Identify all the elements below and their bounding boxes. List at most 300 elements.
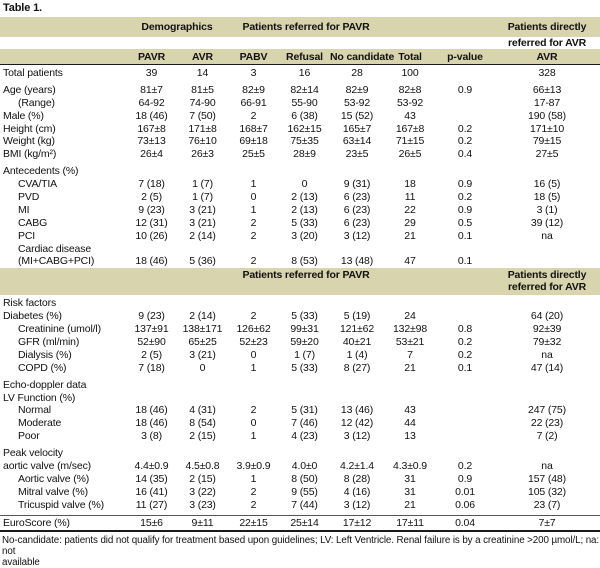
data-cell: 75±35 bbox=[290, 135, 319, 148]
header-group-direct-line2: referred for AVR bbox=[507, 37, 587, 49]
table-row bbox=[0, 336, 600, 349]
data-cell bbox=[384, 297, 436, 310]
row-label: Aortic valve (%) bbox=[18, 472, 90, 485]
data-cell: 22±15 bbox=[239, 516, 268, 529]
data-cell: 79±15 bbox=[532, 135, 562, 148]
data-cell: 73±13 bbox=[137, 135, 166, 148]
data-cell: 21 bbox=[404, 361, 416, 374]
footnote-line1: No-candidate: patients did not qualify for treatment based upon guidelines; LV: Left Ventricle. Renal failure is by a creatinine >200 µmol/L; na: not bbox=[2, 534, 600, 557]
data-cell: 1 (7) bbox=[294, 348, 315, 361]
data-cell: 3.9±0.9 bbox=[236, 460, 271, 473]
data-cell: 4.3±0.9 bbox=[393, 460, 427, 473]
header-group-direct-line1: Patients directly bbox=[507, 21, 587, 33]
data-cell bbox=[436, 97, 494, 110]
data-cell: 7 (18) bbox=[138, 178, 165, 191]
data-cell: 2 (5) bbox=[141, 348, 162, 361]
header-group-pavr: Patients referred for PAVR bbox=[242, 21, 370, 33]
data-cell: 4 (31) bbox=[189, 404, 216, 417]
table-row bbox=[0, 165, 600, 178]
row-label: Moderate bbox=[18, 417, 62, 430]
data-cell: 3 (23) bbox=[189, 498, 216, 511]
data-cell: 3 (12) bbox=[343, 430, 371, 443]
data-cell: 3 (8) bbox=[141, 430, 162, 443]
data-cell: 99±31 bbox=[290, 323, 319, 336]
mid-group-direct-line2: referred for AVR bbox=[507, 281, 587, 294]
data-cell: 15 (52) bbox=[340, 109, 374, 122]
data-cell: 6 (23) bbox=[343, 216, 371, 229]
data-cell bbox=[330, 243, 384, 256]
data-cell: na bbox=[541, 348, 553, 361]
table-row bbox=[0, 191, 600, 204]
data-cell: 2 (5) bbox=[141, 191, 162, 204]
data-cell: 0 bbox=[199, 361, 206, 374]
data-cell: 157 (48) bbox=[528, 472, 566, 485]
row-label: BMI (kg/m²) bbox=[3, 148, 57, 161]
data-cell: 47 (14) bbox=[530, 361, 564, 374]
row-label: Age (years) bbox=[3, 83, 56, 96]
data-cell: 40±21 bbox=[342, 336, 372, 349]
data-cell: 5 (33) bbox=[291, 361, 318, 374]
table-title: Table 1. bbox=[3, 2, 42, 14]
table-row bbox=[0, 243, 600, 256]
data-cell: 13 (46) bbox=[340, 404, 374, 417]
data-cell: 14 (35) bbox=[135, 472, 168, 485]
data-cell: 0.9 bbox=[457, 472, 473, 485]
data-cell bbox=[436, 379, 494, 392]
data-cell: 53-92 bbox=[396, 96, 424, 109]
row-label: Peak velocity bbox=[3, 447, 63, 460]
data-cell bbox=[330, 297, 384, 310]
data-cell bbox=[436, 243, 494, 256]
data-cell bbox=[126, 379, 177, 392]
data-cell: 0.2 bbox=[457, 460, 473, 473]
data-cell bbox=[494, 392, 600, 405]
data-cell: 28 bbox=[351, 67, 363, 79]
table-body-bottom bbox=[0, 297, 600, 511]
data-cell: 9 (31) bbox=[343, 178, 371, 191]
data-cell: 21 bbox=[404, 229, 416, 242]
table-row bbox=[0, 204, 600, 217]
data-cell: 79±32 bbox=[532, 336, 562, 349]
data-cell: 31 bbox=[404, 485, 416, 498]
data-cell: na bbox=[541, 460, 553, 473]
table-row bbox=[0, 178, 600, 191]
data-cell: 2 bbox=[250, 255, 257, 268]
data-cell: 55-90 bbox=[291, 96, 318, 109]
table-row bbox=[0, 255, 600, 268]
table-row bbox=[0, 135, 600, 148]
data-cell: 53-92 bbox=[343, 96, 371, 109]
data-cell bbox=[228, 392, 279, 405]
row-label: Poor bbox=[18, 430, 40, 443]
euroscore-block bbox=[0, 515, 600, 532]
data-cell: 247 (75) bbox=[528, 404, 566, 417]
data-cell: 4 (16) bbox=[343, 485, 371, 498]
header-group-band-line2 bbox=[0, 37, 600, 49]
data-cell: 171±8 bbox=[188, 122, 217, 135]
data-cell: 0.2 bbox=[457, 135, 473, 148]
table-row bbox=[0, 297, 600, 310]
data-cell: 17±12 bbox=[342, 516, 372, 529]
data-cell: 132±98 bbox=[392, 323, 428, 336]
data-cell: 16 (41) bbox=[135, 485, 168, 498]
data-cell: 52±90 bbox=[137, 336, 166, 349]
data-cell: 39 bbox=[145, 67, 158, 79]
data-cell: 22 bbox=[404, 203, 416, 216]
data-cell: 24 bbox=[404, 310, 416, 323]
data-cell: 0 bbox=[250, 348, 257, 361]
data-cell: 9 (23) bbox=[138, 203, 165, 216]
row-label: Echo-doppler data bbox=[3, 378, 87, 391]
data-cell: 47 bbox=[404, 255, 416, 268]
footnote-line2: available bbox=[2, 556, 40, 568]
data-cell: 23±5 bbox=[345, 148, 369, 161]
data-cell bbox=[494, 165, 600, 178]
data-cell: 162±15 bbox=[287, 122, 322, 135]
row-label: MI bbox=[18, 203, 30, 216]
data-cell: 1 bbox=[250, 178, 257, 191]
data-cell bbox=[177, 297, 228, 310]
data-cell: 2 (15) bbox=[189, 472, 216, 485]
data-cell: 27±5 bbox=[535, 148, 559, 161]
row-label: Height (cm) bbox=[3, 122, 56, 135]
data-cell: 9±11 bbox=[191, 516, 214, 529]
data-cell bbox=[177, 243, 228, 256]
data-cell: 25±5 bbox=[242, 148, 265, 161]
table-row bbox=[0, 84, 600, 97]
data-cell bbox=[228, 165, 279, 178]
row-label: Normal bbox=[18, 404, 51, 417]
data-cell: 190 (58) bbox=[528, 109, 566, 122]
data-cell: 71±15 bbox=[395, 135, 425, 148]
data-cell: 2 bbox=[250, 109, 257, 122]
header-rule bbox=[0, 64, 600, 65]
data-cell: 2 bbox=[250, 310, 257, 323]
table-row bbox=[0, 430, 600, 443]
data-cell: 66±13 bbox=[532, 83, 562, 96]
data-cell bbox=[436, 310, 494, 323]
data-cell bbox=[330, 447, 384, 460]
table-row bbox=[0, 97, 600, 110]
data-cell: 16 (5) bbox=[533, 178, 561, 191]
data-cell bbox=[228, 297, 279, 310]
data-cell: 3 (1) bbox=[536, 203, 558, 216]
row-label: Mitral valve (%) bbox=[18, 485, 88, 498]
row-label: EuroScore (%) bbox=[3, 516, 70, 529]
data-cell: 7 (18) bbox=[138, 361, 165, 374]
data-cell: 137±91 bbox=[134, 323, 169, 336]
data-cell bbox=[126, 165, 177, 178]
data-cell: 22 (23) bbox=[530, 417, 564, 430]
col-header-pavr: PAVR bbox=[137, 50, 165, 63]
table-row bbox=[0, 230, 600, 243]
row-label: Tricuspid valve (%) bbox=[18, 498, 105, 511]
data-cell: 3 (12) bbox=[343, 229, 371, 242]
data-cell: 121±62 bbox=[339, 323, 375, 336]
data-cell: 76±10 bbox=[188, 135, 217, 148]
data-cell: 5 (33) bbox=[291, 216, 318, 229]
mid-group-direct-line1: Patients directly bbox=[507, 269, 587, 282]
data-cell: 165±7 bbox=[342, 122, 372, 135]
table-row bbox=[0, 447, 600, 460]
data-cell: 6 (23) bbox=[343, 203, 371, 216]
data-cell: 328 bbox=[538, 67, 556, 79]
data-cell: 3 (21) bbox=[189, 203, 216, 216]
data-cell: 1 (7) bbox=[192, 191, 213, 204]
col-header-p-value: p-value bbox=[447, 50, 483, 63]
data-cell: 13 (48) bbox=[340, 255, 374, 268]
data-cell: 138±171 bbox=[182, 323, 223, 336]
data-cell: 64 (20) bbox=[530, 310, 564, 323]
data-cell: 2 bbox=[250, 216, 257, 229]
data-cell bbox=[228, 447, 279, 460]
data-cell: 168±7 bbox=[239, 122, 268, 135]
data-cell: 18 bbox=[404, 178, 416, 191]
table-row bbox=[0, 67, 600, 80]
data-cell: 44 bbox=[404, 417, 416, 430]
data-cell: 9 (23) bbox=[138, 310, 165, 323]
table-row bbox=[0, 379, 600, 392]
row-label: LV Function (%) bbox=[3, 391, 76, 404]
col-header-refusal: Refusal bbox=[286, 50, 323, 63]
col-header-avr: AVR bbox=[192, 50, 213, 63]
data-cell bbox=[126, 392, 177, 405]
data-cell: 18 (46) bbox=[135, 417, 168, 430]
row-label: CABG bbox=[18, 216, 48, 229]
data-cell: 0.4 bbox=[457, 148, 473, 161]
data-cell: 2 bbox=[250, 229, 257, 242]
row-label: Total patients bbox=[3, 67, 63, 79]
table-row bbox=[0, 110, 600, 123]
data-cell: 2 bbox=[250, 498, 257, 511]
data-cell: 7 (50) bbox=[189, 109, 216, 122]
data-cell: 0.2 bbox=[457, 348, 473, 361]
data-cell: 167±8 bbox=[395, 122, 425, 135]
data-cell: 7 bbox=[407, 348, 413, 361]
data-cell: 2 (14) bbox=[189, 229, 216, 242]
row-label: PCI bbox=[18, 229, 36, 242]
table-row bbox=[0, 499, 600, 512]
data-cell: 0.1 bbox=[457, 255, 473, 268]
data-cell: 12 (31) bbox=[135, 216, 168, 229]
data-cell: 0.8 bbox=[457, 323, 473, 336]
table-row bbox=[0, 349, 600, 362]
data-cell: 5 (33) bbox=[291, 310, 318, 323]
data-cell: 92±39 bbox=[532, 323, 562, 336]
data-cell: 7±7 bbox=[538, 516, 556, 529]
table-row bbox=[0, 417, 600, 430]
data-cell: 18 (46) bbox=[135, 109, 168, 122]
data-cell: 0.06 bbox=[455, 498, 475, 511]
data-cell bbox=[279, 243, 330, 256]
data-cell bbox=[279, 165, 330, 178]
data-cell: 31 bbox=[404, 472, 416, 485]
data-cell: 26±4 bbox=[140, 148, 163, 161]
data-cell: 8 (50) bbox=[291, 472, 318, 485]
data-cell: 15±6 bbox=[140, 516, 163, 529]
data-cell: 17-87 bbox=[533, 96, 561, 109]
data-cell bbox=[494, 243, 600, 256]
row-label: (MI+CABG+PCI) bbox=[18, 255, 95, 268]
table-row bbox=[0, 473, 600, 486]
data-cell: 2 (15) bbox=[189, 430, 216, 443]
data-cell: 0 bbox=[301, 178, 308, 191]
data-cell: 8 (27) bbox=[343, 361, 371, 374]
data-cell: 1 (7) bbox=[192, 178, 213, 191]
data-cell: 10 (26) bbox=[135, 229, 168, 242]
data-cell: 1 bbox=[250, 430, 257, 443]
data-cell: 0.2 bbox=[457, 336, 473, 349]
mid-group-band bbox=[0, 268, 600, 295]
data-cell bbox=[330, 392, 384, 405]
data-cell: 16 bbox=[298, 67, 311, 79]
data-cell: 43 bbox=[404, 109, 416, 122]
data-cell bbox=[436, 297, 494, 310]
data-cell: 74-90 bbox=[189, 96, 216, 109]
data-cell bbox=[330, 165, 384, 178]
data-cell bbox=[384, 165, 436, 178]
data-cell: 18 (5) bbox=[533, 191, 561, 204]
data-cell: 3 (21) bbox=[189, 348, 216, 361]
data-cell: 29 bbox=[404, 216, 416, 229]
table-row bbox=[0, 148, 600, 161]
data-cell bbox=[494, 297, 600, 310]
data-cell bbox=[436, 392, 494, 405]
data-cell: 2 (13) bbox=[291, 203, 318, 216]
table-row bbox=[0, 486, 600, 499]
col-header-no-candidate: No candidate bbox=[330, 50, 395, 63]
table-row bbox=[0, 310, 600, 323]
row-label: GFR (ml/min) bbox=[18, 336, 80, 349]
data-cell: 43 bbox=[404, 404, 416, 417]
data-cell: 0.2 bbox=[457, 122, 473, 135]
data-cell bbox=[384, 447, 436, 460]
data-cell: 0.1 bbox=[457, 229, 473, 242]
data-cell: 11 (27) bbox=[135, 498, 168, 511]
data-cell: 4.0±0 bbox=[291, 460, 318, 473]
data-cell: 0.1 bbox=[457, 361, 473, 374]
row-label: Male (%) bbox=[3, 109, 44, 122]
mid-group-pavr: Patients referred for PAVR bbox=[242, 269, 370, 282]
data-cell: 69±18 bbox=[239, 135, 268, 148]
data-cell: 167±8 bbox=[137, 122, 166, 135]
data-cell: 0.5 bbox=[457, 216, 473, 229]
data-cell bbox=[228, 243, 279, 256]
data-cell: 0.04 bbox=[455, 516, 475, 529]
data-cell bbox=[279, 379, 330, 392]
table-row bbox=[0, 323, 600, 336]
col-header-avr-direct: AVR bbox=[536, 50, 558, 63]
data-cell: 3 (22) bbox=[189, 485, 216, 498]
data-cell bbox=[177, 379, 228, 392]
data-cell: 82±14 bbox=[290, 83, 319, 96]
data-cell bbox=[177, 165, 228, 178]
data-cell: 2 bbox=[250, 485, 257, 498]
row-label: Cardiac disease bbox=[18, 242, 92, 255]
data-cell: 23 (7) bbox=[533, 498, 561, 511]
col-header-total: Total bbox=[398, 50, 422, 63]
data-cell: 0.9 bbox=[457, 83, 473, 96]
table-row bbox=[0, 460, 600, 473]
row-label: Diabetes (%) bbox=[3, 310, 62, 323]
data-cell: 100 bbox=[401, 67, 419, 79]
row-label: aortic valve (m/sec) bbox=[3, 460, 92, 473]
table-footnote bbox=[0, 535, 600, 568]
data-cell: 11 bbox=[404, 191, 416, 204]
data-cell: 12 (42) bbox=[340, 417, 374, 430]
data-cell: 105 (32) bbox=[528, 485, 566, 498]
data-cell: 39 (12) bbox=[530, 216, 564, 229]
data-cell bbox=[126, 243, 177, 256]
table-row bbox=[0, 362, 600, 375]
data-cell: 0 bbox=[250, 417, 257, 430]
data-cell bbox=[279, 297, 330, 310]
data-cell: 5 (31) bbox=[291, 404, 318, 417]
data-cell: 2 bbox=[250, 404, 257, 417]
data-cell bbox=[330, 379, 384, 392]
data-cell: 2 (14) bbox=[189, 310, 216, 323]
data-cell: 8 (54) bbox=[189, 417, 216, 430]
data-cell bbox=[384, 243, 436, 256]
row-label: PVD bbox=[18, 191, 40, 204]
table-row bbox=[0, 217, 600, 230]
data-cell: 82±9 bbox=[242, 83, 265, 96]
data-cell bbox=[494, 447, 600, 460]
data-cell bbox=[436, 110, 494, 123]
row-label: Creatinine (umol/l) bbox=[18, 323, 101, 336]
table-row bbox=[0, 516, 600, 530]
table-bottom-rule bbox=[0, 530, 600, 532]
data-cell: 4 (23) bbox=[291, 430, 318, 443]
data-cell: 1 bbox=[250, 472, 257, 485]
data-cell: 8 (28) bbox=[343, 472, 371, 485]
row-label: CVA/TIA bbox=[18, 178, 58, 191]
data-cell: 17±11 bbox=[396, 516, 424, 529]
data-cell: 3 (12) bbox=[343, 498, 371, 511]
data-cell: 59±20 bbox=[290, 336, 319, 349]
data-cell bbox=[177, 392, 228, 405]
data-cell: 3 (20) bbox=[291, 229, 318, 242]
table-row bbox=[0, 404, 600, 417]
data-cell: 8 (53) bbox=[291, 255, 318, 268]
data-cell: 25±14 bbox=[290, 516, 319, 529]
header-group-demographics: Demographics bbox=[141, 21, 213, 33]
data-cell: 66-91 bbox=[240, 96, 267, 109]
data-cell bbox=[279, 447, 330, 460]
data-cell bbox=[126, 447, 177, 460]
data-cell bbox=[436, 404, 494, 417]
data-cell bbox=[436, 447, 494, 460]
data-cell: 21 bbox=[404, 498, 416, 511]
table-row bbox=[0, 123, 600, 136]
data-cell: 18 (46) bbox=[135, 404, 168, 417]
data-cell: na bbox=[541, 229, 553, 242]
data-cell bbox=[436, 67, 494, 80]
column-header-band bbox=[0, 49, 600, 64]
table-row bbox=[0, 392, 600, 405]
data-cell: 171±10 bbox=[529, 122, 565, 135]
data-cell: 64-92 bbox=[138, 96, 165, 109]
data-cell bbox=[384, 379, 436, 392]
row-label: COPD (%) bbox=[18, 361, 67, 374]
data-cell: 0.9 bbox=[457, 203, 473, 216]
data-cell bbox=[384, 392, 436, 405]
data-cell: 0.9 bbox=[457, 178, 473, 191]
data-cell: 82±9 bbox=[345, 83, 369, 96]
data-cell bbox=[494, 255, 600, 268]
data-cell: 65±25 bbox=[188, 336, 217, 349]
row-label: Weight (kg) bbox=[3, 135, 55, 148]
